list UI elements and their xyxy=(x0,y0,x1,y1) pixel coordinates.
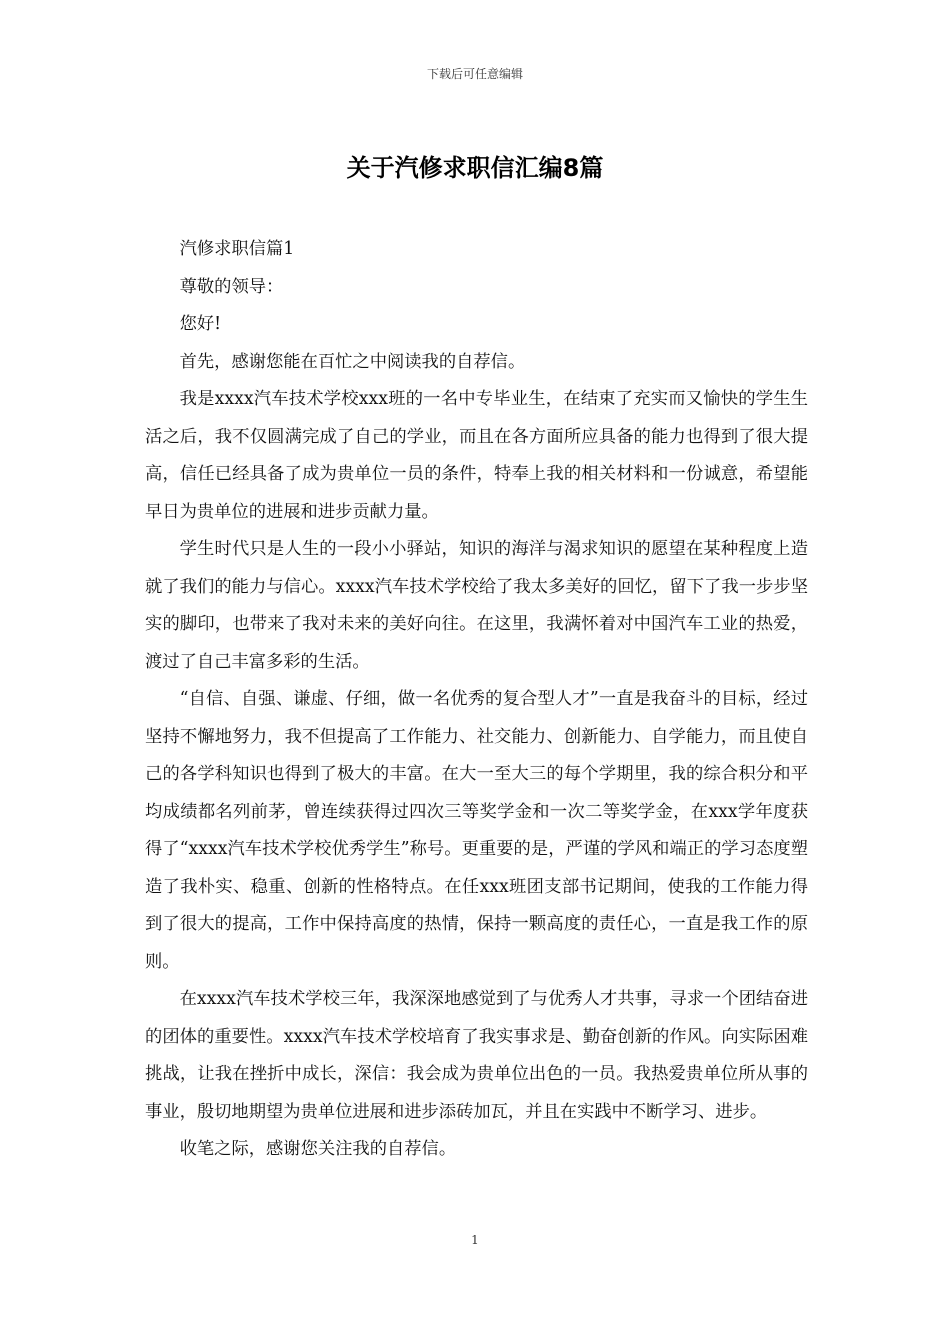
body-paragraph: 首先，感谢您能在百忙之中阅读我的自荐信。 xyxy=(179,351,526,372)
salutation: 尊敬的领导： xyxy=(179,276,284,297)
page-number: 1 xyxy=(471,1233,479,1247)
page-header-note: 下载后可任意编辑 xyxy=(426,67,523,81)
body-paragraph: 学生时代只是人生的一段小小驿站，知识的海洋与渴求知识的愿望在某种程度上造就了我们的能力与信心。xxxx汽车技术学校给了我太多美好的回忆，留下了我一步步坚实的脚印，也带来了我对未来的美好向往。在这里，我满怀着对中国汽车工业的热爱，渡过了自己丰富多彩的生活。 xyxy=(145,539,808,672)
body-paragraph: 我是xxxx汽车技术学校xxx班的一名中专毕业生，在结束了充实而又愉快的学生生活之后，我不仅圆满完成了自己的学业，而且在各方面所应具备的能力也得到了很大提高，信任已经具备了成为贵单位一员的条件，特奉上我的相关材料和一份诚意，希望能早日为贵单位的进展和进步贡献力量。 xyxy=(145,389,808,522)
section-heading: 汽修求职信篇1 xyxy=(179,239,295,259)
document-body xyxy=(145,231,808,1169)
closing-paragraph: 收笔之际，感谢您关注我的自荐信。 xyxy=(179,1139,457,1159)
document-title: 关于汽修求职信汇编8篇 xyxy=(346,154,604,182)
body-paragraph: 在xxxx汽车技术学校三年，我深深地感觉到了与优秀人才共事，寻求一个团结奋进的团体的重要性。xxxx汽车技术学校培育了我实事求是、勤奋创新的作风。向实际困难挑战，让我在挫折中成长，深信：我会成为贵单位出色的一员。我热爱贵单位所从事的事业，殷切地期望为贵单位进展和进步添砖加瓦，并且在实践中不断学习、进步。 xyxy=(145,989,808,1122)
body-paragraph: “自信、自强、谦虚、仔细，做一名优秀的复合型人才”一直是我奋斗的目标，经过坚持不懈地努力，我不但提高了工作能力、社交能力、创新能力、自学能力，而且使自己的各学科知识也得到了极大的丰富。在大一至大三的每个学期里，我的综合积分和平均成绩都名列前茅，曾连续获得过四次三等奖学金和一次二等奖学金，在xxx学年度获得了“xxxx汽车技术学校优秀学生”称号。更重要的是，严谨的学风和端正的学习态度塑造了我朴实、稳重、创新的性格特点。在任xxx班团支部书记期间，使我的工作能力得到了很大的提高，工作中保持高度的热情，保持一颗高度的责任心，一直是我工作的原则。 xyxy=(145,689,808,972)
greeting: 您好! xyxy=(179,314,222,334)
